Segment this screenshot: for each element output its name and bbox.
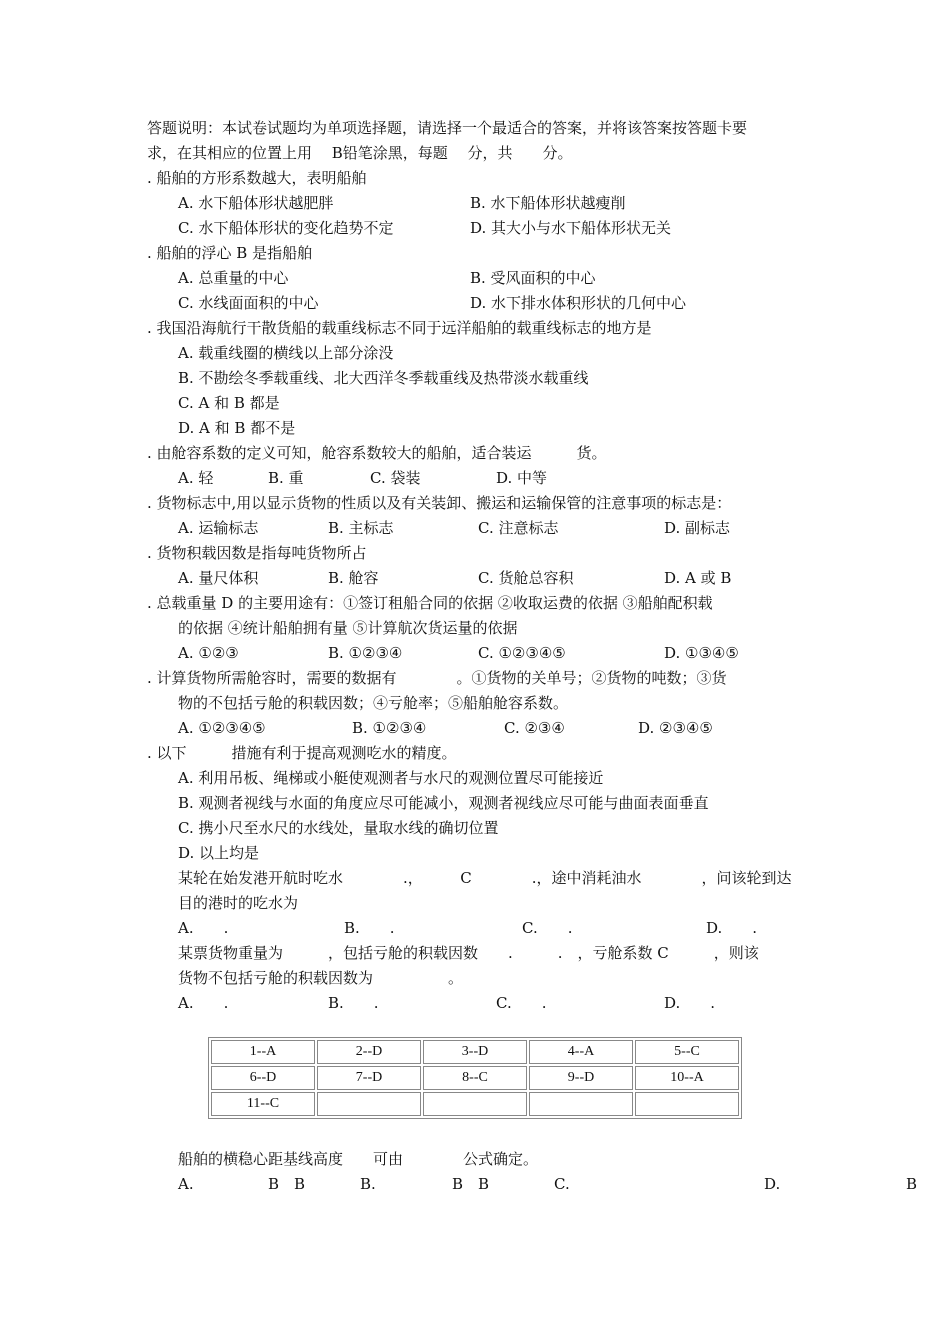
option-d: D. 其大小与水下船体形状无关	[470, 219, 672, 237]
option-d: D. 水下排水体积形状的几何中心	[470, 294, 687, 312]
option-c: C. 水下船体形状的变化趋势不定	[178, 219, 394, 237]
option-b: B. 重	[268, 469, 304, 487]
table-cell: 9--D	[529, 1066, 633, 1090]
table-cell: 1--A	[211, 1040, 315, 1064]
question-stem: 船舶的横稳心距基线高度 可由 公式确定。	[178, 1150, 539, 1168]
question-stem: . 计算货物所需舱容时，需要的数据有 。①货物的关单号；②货物的吨数；③货	[147, 669, 727, 687]
option-b: B. 观测者视线与水面的角度应尽可能减小，观测者视线应尽可能与曲面表面垂直	[178, 794, 709, 812]
option-c: C.	[554, 1175, 570, 1193]
option-a-formula: B B	[268, 1175, 306, 1193]
option-c: C. 货舱总容积	[478, 569, 574, 587]
option-c: C. .	[522, 919, 573, 937]
option-b: B.	[360, 1175, 376, 1193]
option-b: B. 受风面积的中心	[470, 269, 596, 287]
question-stem: . 货物积载因数是指每吨货物所占	[147, 544, 367, 562]
table-row	[211, 1092, 739, 1116]
answer-table	[208, 1037, 742, 1119]
option-c: C. 注意标志	[478, 519, 559, 537]
table-cell: 3--D	[423, 1040, 527, 1064]
question-stem: 某票货物重量为 ，包括亏舱的积载因数 . . ，亏舱系数 C ，则该	[178, 944, 759, 962]
option-d: D. ①③④⑤	[664, 644, 739, 662]
table-cell: 6--D	[211, 1066, 315, 1090]
table-cell: 7--D	[317, 1066, 421, 1090]
question-stem: . 我国沿海航行干散货船的载重线标志不同于远洋船舶的载重线标志的地方是	[147, 319, 652, 337]
option-a: A. 轻	[178, 469, 214, 487]
option-c: C. 水线面面积的中心	[178, 294, 319, 312]
question-stem-continued: 物的不包括亏舱的积载因数；④亏舱率；⑤船舶舱容系数。	[178, 694, 569, 712]
option-c: C. .	[496, 994, 547, 1012]
option-a: A. .	[178, 994, 229, 1012]
table-cell	[529, 1092, 633, 1116]
option-d: D. .	[706, 919, 758, 937]
option-b: B. 水下船体形状越瘦削	[470, 194, 626, 212]
option-d: D. A 和 B 都不是	[178, 419, 296, 437]
table-cell: 11--C	[211, 1092, 315, 1116]
option-d: D. 以上均是	[178, 844, 260, 862]
option-a: A. 总重量的中心	[178, 269, 289, 287]
table-cell	[423, 1092, 527, 1116]
table-row	[211, 1066, 739, 1090]
table-row	[211, 1040, 739, 1064]
table-cell: 10--A	[635, 1066, 739, 1090]
question-stem: 某轮在始发港开航时吃水 .， C .，途中消耗油水 ，问该轮到达	[178, 869, 792, 887]
option-a: A. 载重线圈的横线以上部分涂没	[178, 344, 394, 362]
option-d: D. A 或 B	[664, 569, 732, 587]
option-b: B. ①②③④	[352, 719, 427, 737]
instructions-line-1: 答题说明：本试卷试题均为单项选择题，请选择一个最适合的答案，并将该答案按答题卡要	[147, 119, 748, 137]
question-stem: . 由舱容系数的定义可知，舱容系数较大的船舶，适合装运 货。	[147, 444, 607, 462]
option-b: B. ①②③④	[328, 644, 403, 662]
option-a: A. .	[178, 919, 229, 937]
question-stem: . 船舶的浮心 B 是指船舶	[147, 244, 313, 262]
option-b: B. .	[328, 994, 379, 1012]
option-a: A. 利用吊板、绳梯或小艇使观测者与水尺的观测位置尽可能接近	[178, 769, 604, 787]
option-a: A. ①②③	[178, 644, 239, 662]
option-d-formula: B	[906, 1175, 918, 1193]
option-d: D. 副标志	[664, 519, 731, 537]
option-c: C. ②③④	[504, 719, 565, 737]
option-d: D. ②③④⑤	[638, 719, 713, 737]
option-b: B. 不勘绘冬季载重线、北大西洋冬季载重线及热带淡水载重线	[178, 369, 589, 387]
option-c: C. 携小尺至水尺的水线处，量取水线的确切位置	[178, 819, 499, 837]
option-a: A. ①②③④⑤	[178, 719, 266, 737]
option-a: A. 运输标志	[178, 519, 259, 537]
option-a: A.	[178, 1175, 194, 1193]
question-stem: . 以下 措施有利于提高观测吃水的精度。	[147, 744, 457, 762]
table-cell: 8--C	[423, 1066, 527, 1090]
option-d: D. .	[664, 994, 716, 1012]
table-cell: 4--A	[529, 1040, 633, 1064]
option-a: A. 水下船体形状越肥胖	[178, 194, 334, 212]
option-b-formula: B B	[452, 1175, 490, 1193]
table-cell	[635, 1092, 739, 1116]
option-b: B. 主标志	[328, 519, 394, 537]
question-stem: . 总载重量 D 的主要用途有：①签订租船合同的依据 ②收取运费的依据 ③船舶配积载	[147, 594, 713, 612]
option-d: D. 中等	[496, 469, 548, 487]
table-cell	[317, 1092, 421, 1116]
question-stem-continued: 货物不包括亏舱的积载因数为 。	[178, 969, 464, 987]
option-b: B. .	[344, 919, 395, 937]
option-d: D.	[764, 1175, 781, 1193]
question-stem: . 货物标志中,用以显示货物的性质以及有关装卸、搬运和运输保管的注意事项的标志是：	[147, 494, 732, 512]
question-stem-continued: 的依据 ④统计船舶拥有量 ⑤计算航次货运量的依据	[178, 619, 518, 637]
question-stem-continued: 目的港时的吃水为	[178, 894, 299, 912]
question-stem: . 船舶的方形系数越大，表明船舶	[147, 169, 367, 187]
option-c: C. 袋装	[370, 469, 421, 487]
option-c: C. ①②③④⑤	[478, 644, 566, 662]
option-b: B. 舱容	[328, 569, 379, 587]
table-cell: 5--C	[635, 1040, 739, 1064]
table-cell: 2--D	[317, 1040, 421, 1064]
option-c: C. A 和 B 都是	[178, 394, 280, 412]
option-a: A. 量尺体积	[178, 569, 259, 587]
instructions-line-2: 求，在其相应的位置上用 B铅笔涂黑，每题 分，共 分。	[147, 144, 573, 162]
